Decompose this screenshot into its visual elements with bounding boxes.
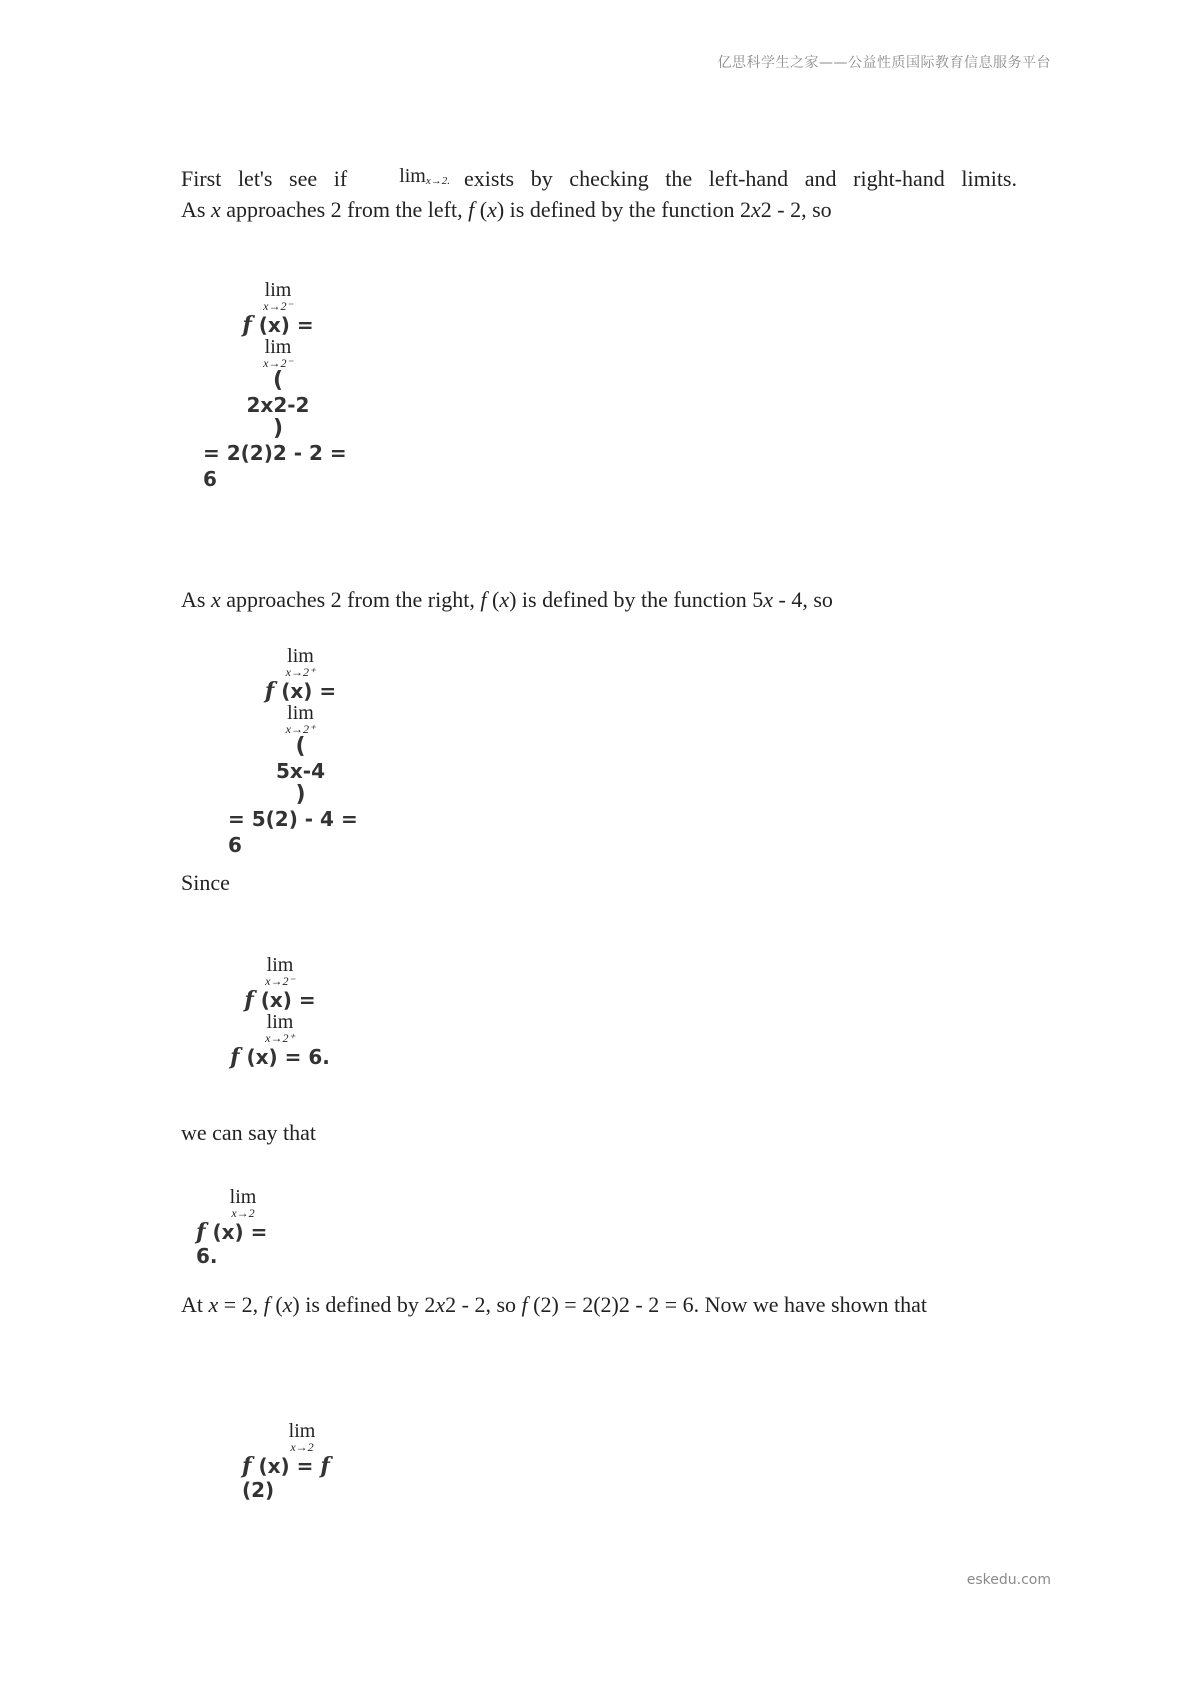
lim-sub: x→2⁺ — [265, 1031, 295, 1045]
var-f: f — [480, 587, 487, 612]
text: At — [181, 1292, 209, 1317]
text: ( — [269, 1292, 283, 1317]
var-x: x — [210, 587, 221, 612]
paragraph-since: Since — [181, 870, 230, 895]
text: approaches 2 from the left, — [220, 197, 469, 222]
header-site-title: 亿思科学生之家——公益性质国际教育信息服务平台 — [717, 55, 1051, 71]
var-f: f — [264, 678, 275, 704]
var-x: x — [208, 1292, 219, 1317]
fx-text: (x) = — [258, 1454, 314, 1478]
var-x: x — [763, 587, 774, 612]
var-f: f — [468, 197, 475, 222]
fx-text: (x) = 6. — [196, 1220, 268, 1268]
text: As — [181, 587, 211, 612]
var-f: f — [242, 312, 252, 338]
text: (2) = 2(2)2 - 2 = 6. Now we have shown that — [527, 1292, 927, 1317]
lim-sub: x→2⁻ — [265, 974, 295, 988]
text: approaches 2 from the right, — [220, 587, 481, 612]
text: As — [181, 197, 211, 222]
lim: lim — [264, 336, 292, 358]
text: ) is defined by the function 2 — [496, 197, 752, 222]
text: 2 - 2, so — [445, 1292, 522, 1317]
var-f: f — [244, 987, 254, 1013]
close-paren: ) — [272, 416, 284, 441]
lim-sub: x→2 — [231, 1206, 255, 1220]
result: = 2(2)2 - 2 = 6 — [203, 441, 347, 491]
var-x: x — [210, 197, 221, 222]
footer-site-url: eskedu.com — [966, 1572, 1051, 1588]
paragraph-conclusion: we can say that — [181, 1120, 316, 1145]
fx-term — [230, 1045, 330, 1069]
fx-term — [244, 988, 315, 1012]
text: = 2, — [218, 1292, 264, 1317]
var-x: x — [499, 587, 510, 612]
text: ) is defined by the function 5 — [509, 587, 764, 612]
var-f: f — [521, 1292, 528, 1317]
lim: lim — [287, 645, 314, 667]
fx-text: (2) — [242, 1478, 275, 1502]
lim-sub: x→2⁺ — [285, 665, 316, 679]
var-f: f — [230, 1044, 240, 1070]
fx-text: (x) = — [281, 679, 337, 703]
text: - 4, so — [773, 587, 833, 612]
equation-continuity — [242, 1421, 362, 1502]
fx-text: (x) = 6. — [246, 1045, 330, 1069]
fx-text: (x) = — [258, 313, 314, 337]
inline-lim-word: lim — [399, 165, 426, 187]
equation-right-limit — [228, 646, 373, 858]
lim: lim — [287, 702, 314, 724]
lim: lim — [266, 1011, 294, 1033]
inline-lim-sub: x→2. — [425, 175, 450, 187]
lim-sub: x→2⁺ — [285, 722, 316, 736]
text: ) is defined by 2 — [292, 1292, 436, 1317]
var-f: f — [242, 1453, 252, 1479]
var-f: f — [196, 1219, 206, 1245]
lim-sub: x→2⁻ — [263, 356, 293, 370]
lim: lim — [266, 954, 294, 976]
paragraph-function-value — [181, 1288, 1017, 1321]
intro-text-after: exists by checking the left-hand and right-hand limits. — [464, 166, 1017, 191]
expression: 5x-4 — [275, 759, 326, 783]
equation-limit-value — [196, 1187, 290, 1268]
lim: lim — [264, 279, 292, 301]
lim: lim — [288, 1420, 316, 1442]
paragraph-right-approach — [181, 583, 1017, 616]
equation-both-limits — [230, 955, 330, 1069]
equation-left-limit — [203, 280, 353, 492]
var-x: x — [751, 197, 761, 222]
var-x: x — [282, 1292, 293, 1317]
var-f: f — [263, 1292, 270, 1317]
var-x: x — [487, 197, 497, 222]
open-paren: ( — [295, 734, 306, 759]
fx-term — [196, 1220, 290, 1268]
fx-term — [242, 1454, 362, 1502]
text: ( — [486, 587, 500, 612]
fx-text: (x) = — [260, 988, 316, 1012]
expression: 2x2-2 — [246, 393, 310, 417]
open-paren: ( — [272, 368, 284, 393]
text: ( — [474, 197, 488, 222]
paragraph-left-approach — [181, 193, 1017, 226]
text: 2 - 2, so — [760, 197, 832, 222]
lim-sub: x→2 — [290, 1440, 314, 1454]
var-x: x — [435, 1292, 446, 1317]
var-f: f — [320, 1453, 330, 1479]
lim-sub: x→2⁻ — [263, 299, 293, 313]
lim: lim — [229, 1186, 257, 1208]
result: = 5(2) - 4 = 6 — [228, 807, 358, 857]
intro-text-before: First let's see if — [181, 166, 348, 191]
fx-term — [265, 679, 336, 703]
fx-term — [242, 313, 313, 337]
close-paren: ) — [295, 782, 306, 807]
